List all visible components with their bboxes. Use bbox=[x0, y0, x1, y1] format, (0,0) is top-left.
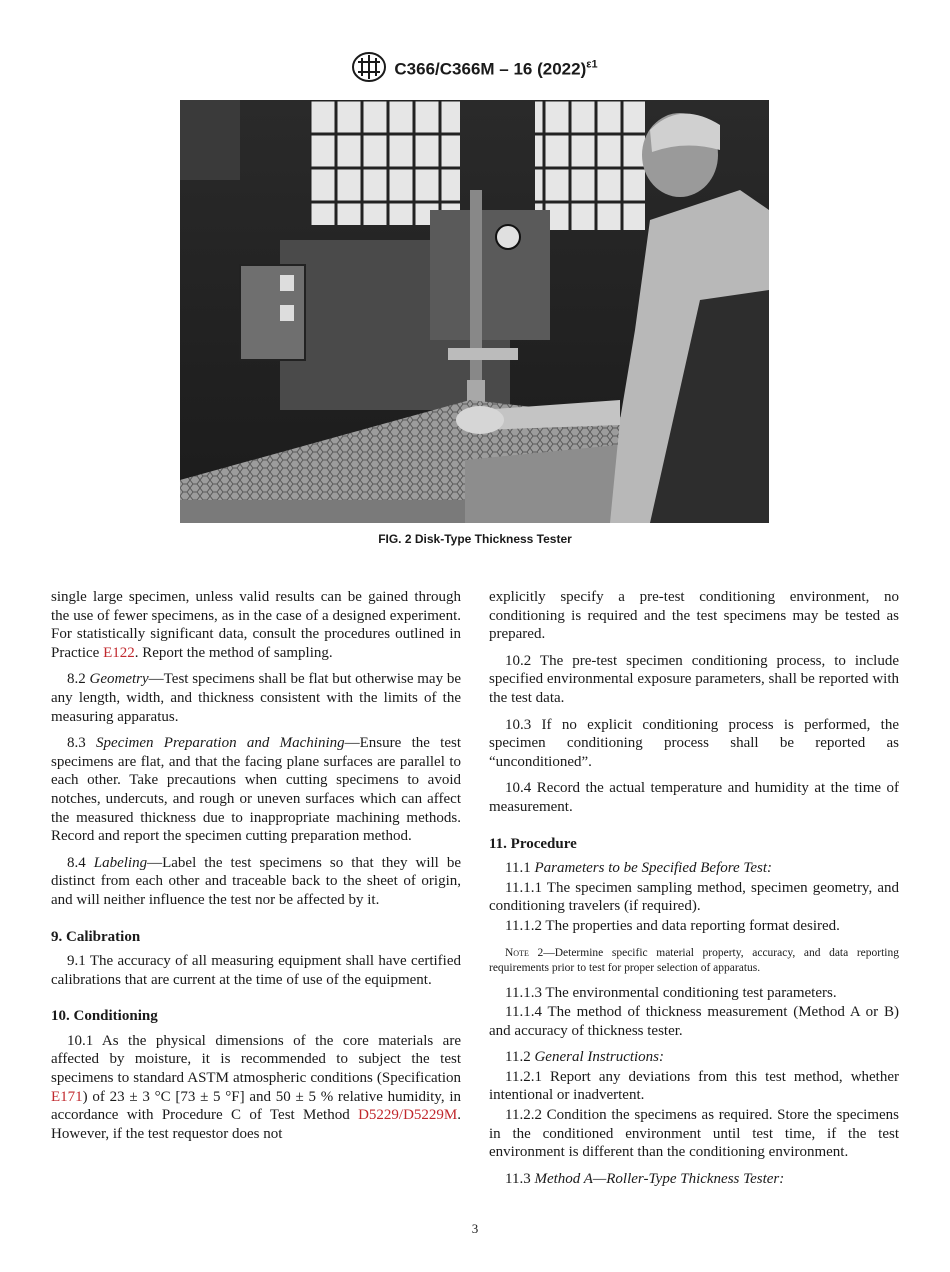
section-11-1-2: 11.1.2 The properties and data reporting format desired. bbox=[505, 917, 840, 934]
astm-logo-icon bbox=[352, 52, 386, 87]
e171-link[interactable]: E171 bbox=[51, 1088, 83, 1105]
section-11-1-3: 11.1.3 The environmental conditioning test parameters. bbox=[505, 984, 837, 1001]
section-8-3 bbox=[51, 734, 461, 846]
heading-conditioning: 10. Conditioning bbox=[51, 1008, 158, 1025]
section-10-2: 10.2 The pre-test specimen conditioning process, to include specified environmental exposure parameters, shall be reported with the test data. bbox=[489, 652, 899, 706]
section-number: 11.2 bbox=[505, 1049, 531, 1066]
section-number: 8.3 bbox=[67, 735, 86, 752]
section-11-1 bbox=[489, 859, 899, 878]
section-title: Geometry bbox=[89, 671, 149, 688]
heading-procedure: 11. Procedure bbox=[489, 835, 577, 852]
section-title: General Instructions: bbox=[534, 1049, 665, 1066]
section-title: Parameters to be Specified Before Test: bbox=[534, 860, 773, 877]
section-8-2 bbox=[51, 670, 461, 726]
text: . Report the method of sampling. bbox=[134, 644, 333, 661]
section-11-3 bbox=[489, 1170, 899, 1189]
heading-calibration: 9. Calibration bbox=[51, 928, 141, 945]
figure-caption: FIG. 2 Disk-Type Thickness Tester bbox=[378, 532, 572, 546]
note-label: Note bbox=[505, 946, 529, 959]
section-number: 11.3 bbox=[505, 1170, 531, 1187]
section-11-2 bbox=[489, 1048, 899, 1067]
section-title: Labeling bbox=[93, 854, 148, 871]
text: single large specimen, unless valid results can be gained through the use of fewer specimens, as in the case of a designed experiment. For statistically significant data, consult the procedures outlined in Practice bbox=[51, 589, 461, 661]
section-text: —Test specimens shall be flat but otherwise may be any length, width, and thickness consistent with the limits of the measuring apparatus. bbox=[51, 671, 461, 725]
section-number: 8.4 bbox=[67, 854, 86, 871]
section-9-1: 9.1 The accuracy of all measuring equipment shall have certified calibrations that are current at the time of use of the equipment. bbox=[51, 953, 461, 988]
page-header bbox=[0, 52, 950, 87]
section-10-3: 10.3 If no explicit conditioning process is performed, the specimen conditioning process shall be reported as “unconditioned”. bbox=[489, 716, 899, 770]
disk-type-thickness-tester-photo bbox=[180, 100, 769, 523]
section-number: 8.2 bbox=[67, 671, 86, 688]
e122-link[interactable]: E122 bbox=[103, 644, 135, 661]
section-11-1-1: 11.1.1 The specimen sampling method, specimen geometry, and conditioning travelers (if required). bbox=[489, 879, 899, 915]
right-column bbox=[489, 588, 899, 1196]
sampling-paragraph bbox=[51, 588, 461, 662]
d5229-link[interactable]: D5229/D5229M bbox=[358, 1107, 458, 1124]
note-text: 2—Determine specific material property, accuracy, and data reporting requirements prior to test for proper selection of apparatus. bbox=[489, 946, 899, 974]
left-column bbox=[51, 588, 461, 1151]
text: 10.1 As the physical dimensions of the core materials are affected by moisture, it is recommended to subject the test specimens to standard ASTM atmospheric conditions (Specification bbox=[51, 1032, 461, 1087]
section-11-2-1: 11.2.1 Report any deviations from this test method, whether intentional or inadvertent. bbox=[489, 1068, 899, 1104]
note-2 bbox=[489, 946, 899, 976]
section-8-4 bbox=[51, 854, 461, 910]
section-title: Specimen Preparation and Machining bbox=[96, 735, 345, 752]
text: ) of 23 ± 3 °C [73 ± 5 °F] and 50 ± 5 % relative humidity, in accordance with Procedure C of Test Method bbox=[51, 1088, 461, 1124]
section-title: Method A—Roller-Type Thickness Tester: bbox=[534, 1170, 785, 1187]
page-number: 3 bbox=[471, 1221, 479, 1236]
section-11-2-2: 11.2.2 Condition the specimens as required. Store the specimens in the conditioned environment until test time, if the test environment is different than the conditioning environment. bbox=[489, 1107, 899, 1161]
section-number: 11.1 bbox=[505, 860, 531, 877]
section-text: —Label the test specimens so that they will be distinct from each other and traceable back to the sheet of origin, and will neither influence the test nor be affected by it. bbox=[51, 854, 461, 908]
conditioning-continued: explicitly specify a pre-test conditioning environment, no conditioning is required and the test specimens may be tested as prepared. bbox=[489, 589, 899, 643]
section-11-1-4: 11.1.4 The method of thickness measurement (Method A or B) and accuracy of thickness tester. bbox=[489, 1004, 899, 1039]
text: . However, if the test requestor does not bbox=[51, 1107, 461, 1142]
section-text: —Ensure the test specimens are flat, and that the facing plane surfaces are parallel to each other. Take precautions when cutting specimens to avoid notches, undercuts, and rough or uneven surfaces which can affect the measured thickness due to inappropriate machining methods. Record and report the specimen cutting preparation method. bbox=[51, 735, 462, 845]
standard-designation: C366/C366M – 16 (2022) bbox=[394, 59, 587, 79]
epsilon-superscript: ε1 bbox=[586, 58, 598, 71]
section-10-4: 10.4 Record the actual temperature and humidity at the time of measurement. bbox=[489, 780, 899, 815]
section-10-1 bbox=[51, 1032, 461, 1144]
